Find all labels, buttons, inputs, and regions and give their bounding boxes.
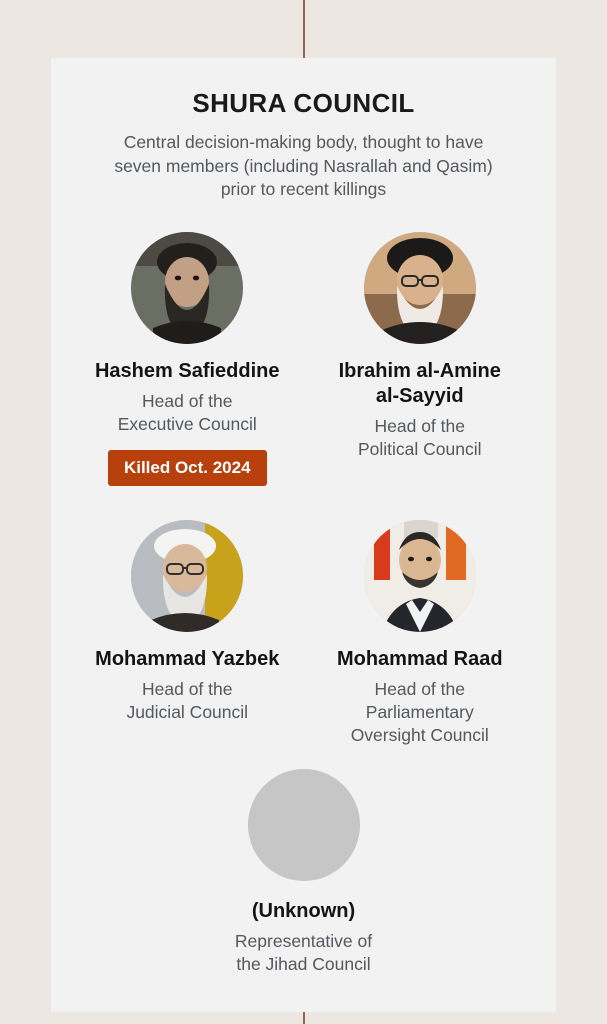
member-card	[304, 232, 537, 486]
member-name: Ibrahim al-Amine al-Sayyid	[338, 359, 501, 407]
member-card	[304, 520, 537, 747]
page-title: SHURA COUNCIL	[192, 88, 415, 118]
placeholder-silhouette-icon	[248, 769, 360, 881]
avatar	[364, 232, 476, 344]
member-role: Head of the Parliamentary Oversight Council	[350, 679, 489, 746]
avatar	[364, 520, 476, 632]
member-name: Mohammad Yazbek	[95, 648, 280, 671]
avatar	[248, 769, 360, 881]
portrait-hashem-safieddine-icon	[131, 232, 243, 344]
member-role: Representative of the Jihad Council	[234, 931, 373, 975]
connector-line-bottom	[303, 1012, 305, 1024]
member-role: Head of the Judicial Council	[126, 679, 249, 723]
member-name: Hashem Safieddine	[94, 359, 280, 382]
card-subtitle: Central decision-making body, thought to have seven members (including Nasrallah and Qasim) prior to recent killings	[114, 132, 493, 200]
avatar	[131, 232, 243, 344]
member-name: (Unknown)	[251, 900, 356, 923]
members-grid	[71, 232, 536, 977]
portrait-mohammad-yazbek-icon	[131, 520, 243, 632]
connector-line-top	[303, 0, 305, 58]
member-card	[71, 520, 304, 747]
shura-council-card	[51, 58, 556, 1012]
member-name: Mohammad Raad	[336, 648, 503, 671]
member-card	[71, 232, 304, 486]
avatar	[131, 520, 243, 632]
member-role: Head of the Political Council	[357, 415, 482, 459]
status-badge: Killed Oct. 2024	[108, 450, 267, 486]
portrait-mohammad-raad-icon	[364, 520, 476, 632]
portrait-ibrahim-al-amine-al-sayyid-icon	[364, 232, 476, 344]
member-card	[71, 769, 536, 976]
member-role: Head of the Executive Council	[117, 390, 257, 434]
row-spacer	[71, 486, 536, 520]
